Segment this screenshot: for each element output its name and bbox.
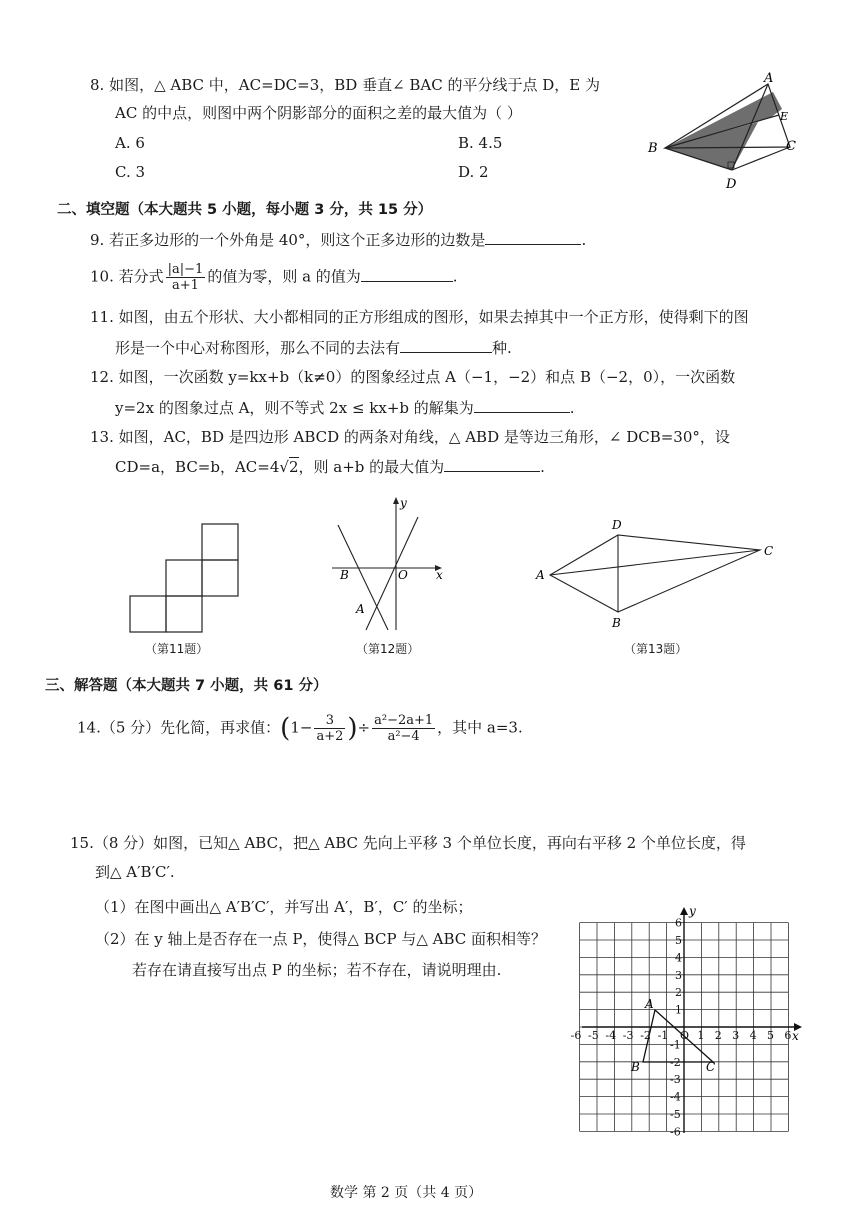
y-tick-label: -5	[670, 1108, 681, 1121]
q15-coordinate-grid	[570, 904, 804, 1139]
q13-line1: 13. 如图，AC，BD 是四边形 ABCD 的两条对角线，△ ABD 是等边三角形，∠ DCB=30°，设	[90, 428, 730, 446]
q14-f2-denominator: a²−4	[387, 729, 420, 744]
section-3-heading: 三、解答题（本大题共 7 小题，共 61 分）	[45, 678, 328, 694]
q8-line2: AC 的中点，则图中两个阴影部分的面积之差的最大值为（ ）	[115, 104, 522, 122]
y-tick-label: 4	[675, 951, 682, 965]
q12-line2	[115, 398, 575, 418]
q10-end: .	[452, 267, 458, 286]
q11-line2	[115, 338, 512, 358]
q10-denominator: a+1	[172, 278, 199, 293]
q14-one-minus: 1−	[290, 718, 313, 737]
q14-fraction-2	[372, 713, 435, 744]
y-tick-label: -1	[670, 1038, 681, 1052]
x-tick-label: 1	[697, 1029, 705, 1042]
q14-divide: ÷	[357, 718, 371, 737]
fig13-label-b: B	[612, 616, 621, 630]
q12-line2a: y=2x 的图象过点 A，则不等式 2x ≤ kx+b 的解集为	[115, 399, 474, 417]
y-tick-label: -4	[670, 1090, 681, 1104]
q8-label-b: B	[648, 141, 658, 156]
q14-f1-numerator: 3	[314, 713, 345, 729]
q10-fraction	[166, 262, 206, 293]
q15-part3: 若存在请直接写出点 P 的坐标；若不存在，请说明理由.	[132, 961, 502, 979]
q11-answer-blank[interactable]	[400, 338, 492, 353]
x-tick-label: 3	[732, 1029, 740, 1042]
fig12-label-o: O	[398, 568, 408, 582]
q15-line2: 到△ A′B′C′.	[95, 863, 175, 881]
q10	[90, 262, 458, 293]
fig12-graph	[330, 495, 450, 635]
y-tick-label: 5	[675, 934, 682, 947]
q12-line2b: .	[569, 399, 575, 417]
q11-line2a: 形是一个中心对称图形，那么不同的去法有	[115, 339, 401, 357]
q8-label-c: C	[786, 139, 796, 154]
fig13-label-c: C	[764, 544, 774, 558]
q13-answer-blank[interactable]	[444, 457, 540, 472]
y-axis-arrow	[680, 907, 688, 915]
q13-line2	[115, 457, 545, 477]
grid-y-label: y	[689, 904, 696, 918]
fig12-label-a: A	[356, 602, 365, 616]
x-tick-label: -1	[657, 1029, 669, 1042]
y-tick-label: -2	[670, 1055, 681, 1069]
caption-q13: （第13题）	[624, 642, 688, 656]
q13-line2b: ，则 a+b 的最大值为	[298, 458, 445, 476]
q15-part1: （1）在图中画出△ A′B′C′，并写出 A′，B′，C′ 的坐标；	[95, 898, 473, 916]
q8-label-a: A	[764, 71, 774, 86]
q13-line2a: CD=a，BC=b，AC=4	[115, 458, 280, 476]
y-tick-label: 3	[675, 968, 682, 982]
y-tick-label: -3	[670, 1073, 681, 1087]
q15-line1: 15.（8 分）如图，已知△ ABC，把△ ABC 先向上平移 3 个单位长度，再向右平移 2 个单位长度，得	[70, 834, 746, 852]
q13-sqrt-value: 2	[288, 458, 299, 476]
x-tick-label: 2	[714, 1029, 722, 1042]
x-tick-label: 6	[784, 1029, 792, 1042]
q8-option-c: C. 3	[115, 163, 146, 181]
x-tick-label: 5	[767, 1029, 774, 1042]
grid-x-label: x	[792, 1029, 799, 1043]
q8-option-d: D. 2	[458, 163, 489, 181]
fig11-squares	[128, 522, 240, 632]
grid-label-b: B	[631, 1060, 640, 1074]
section-2-heading: 二、填空题（本大题共 5 小题，每小题 3 分，共 15 分）	[57, 202, 433, 218]
q12-answer-blank[interactable]	[474, 398, 570, 413]
q8-label-d: D	[726, 177, 737, 192]
q13-line2c: .	[540, 458, 545, 476]
q8-option-b: B. 4.5	[458, 134, 503, 152]
q8-figure	[640, 70, 800, 195]
y-tick-label: -6	[670, 1125, 681, 1139]
q14: 14.（5 分）先化简，再求值：(1− $\frac{3}{a+2}$ )÷ $\frac{\text{a²−2a+1}}{\text{a²−4}}$ ，其中 a=3.	[77, 713, 523, 744]
q10-answer-blank[interactable]	[361, 267, 453, 282]
x-tick-label: -2	[640, 1029, 651, 1042]
fig12-label-b: B	[340, 568, 349, 582]
x-tick-label: -5	[588, 1029, 599, 1042]
q8-label-e: E	[780, 110, 789, 123]
fig13-label-a: A	[536, 568, 545, 582]
q10-numerator: |a|−1	[167, 262, 204, 277]
q9-end: .	[581, 231, 587, 249]
y-tick-label: 6	[675, 916, 682, 930]
q14-f1-denominator: a+2	[316, 729, 344, 744]
x-tick-label: -3	[622, 1029, 634, 1042]
q10-pre: 10. 若分式	[90, 267, 164, 286]
q9	[90, 230, 586, 250]
q8-option-a: A. 6	[115, 134, 145, 152]
sqrt-symbol: √	[279, 458, 289, 476]
x-tick-label: O	[680, 1029, 690, 1042]
fig12-label-y: y	[400, 496, 407, 510]
grid-label-a: A	[645, 997, 654, 1011]
y-tick-label: 2	[675, 986, 682, 1000]
grid-label-c: C	[706, 1060, 716, 1074]
q14-f2-numerator: a²−2a+1	[374, 713, 434, 728]
q14-fraction-1	[314, 713, 345, 744]
q9-text: 9. 若正多边形的一个外角是 40°，则这个正多边形的边数是	[90, 231, 486, 249]
q11-line1: 11. 如图，由五个形状、大小都相同的正方形组成的图形，如果去掉其中一个正方形，使得剩下的图	[90, 308, 749, 326]
q15-part2: （2）在 y 轴上是否存在一点 P，使得△ BCP 与△ ABC 面积相等？	[95, 930, 547, 948]
y-tick-label: 1	[675, 1003, 682, 1017]
caption-q11: （第11题）	[145, 642, 209, 656]
fig12-label-x: x	[436, 568, 443, 582]
x-tick-label: -4	[605, 1029, 617, 1042]
caption-q12: （第12题）	[356, 642, 420, 656]
fig13-quadrilateral	[530, 515, 790, 635]
q8-line1: 8. 如图，△ ABC 中，AC=DC=3，BD 垂直∠ BAC 的平分线于点 D，E 为	[90, 76, 601, 94]
q14-post: ，其中 a=3.	[437, 718, 523, 737]
fig13-label-d: D	[612, 518, 622, 532]
q9-answer-blank[interactable]	[485, 230, 581, 245]
x-tick-label: -6	[570, 1029, 582, 1042]
q14-pre: 14.（5 分）先化简，再求值：	[77, 718, 281, 737]
page-footer: 数学 第 2 页（共 4 页）	[330, 1185, 483, 1201]
q12-line1: 12. 如图，一次函数 y=kx+b（k≠0）的图象经过点 A（−1，−2）和点 B（−2，0），一次函数	[90, 368, 736, 386]
q10-post: 的值为零，则 a 的值为	[207, 267, 361, 286]
x-tick-label: 4	[749, 1029, 757, 1042]
q11-line2b: 种.	[492, 339, 512, 357]
